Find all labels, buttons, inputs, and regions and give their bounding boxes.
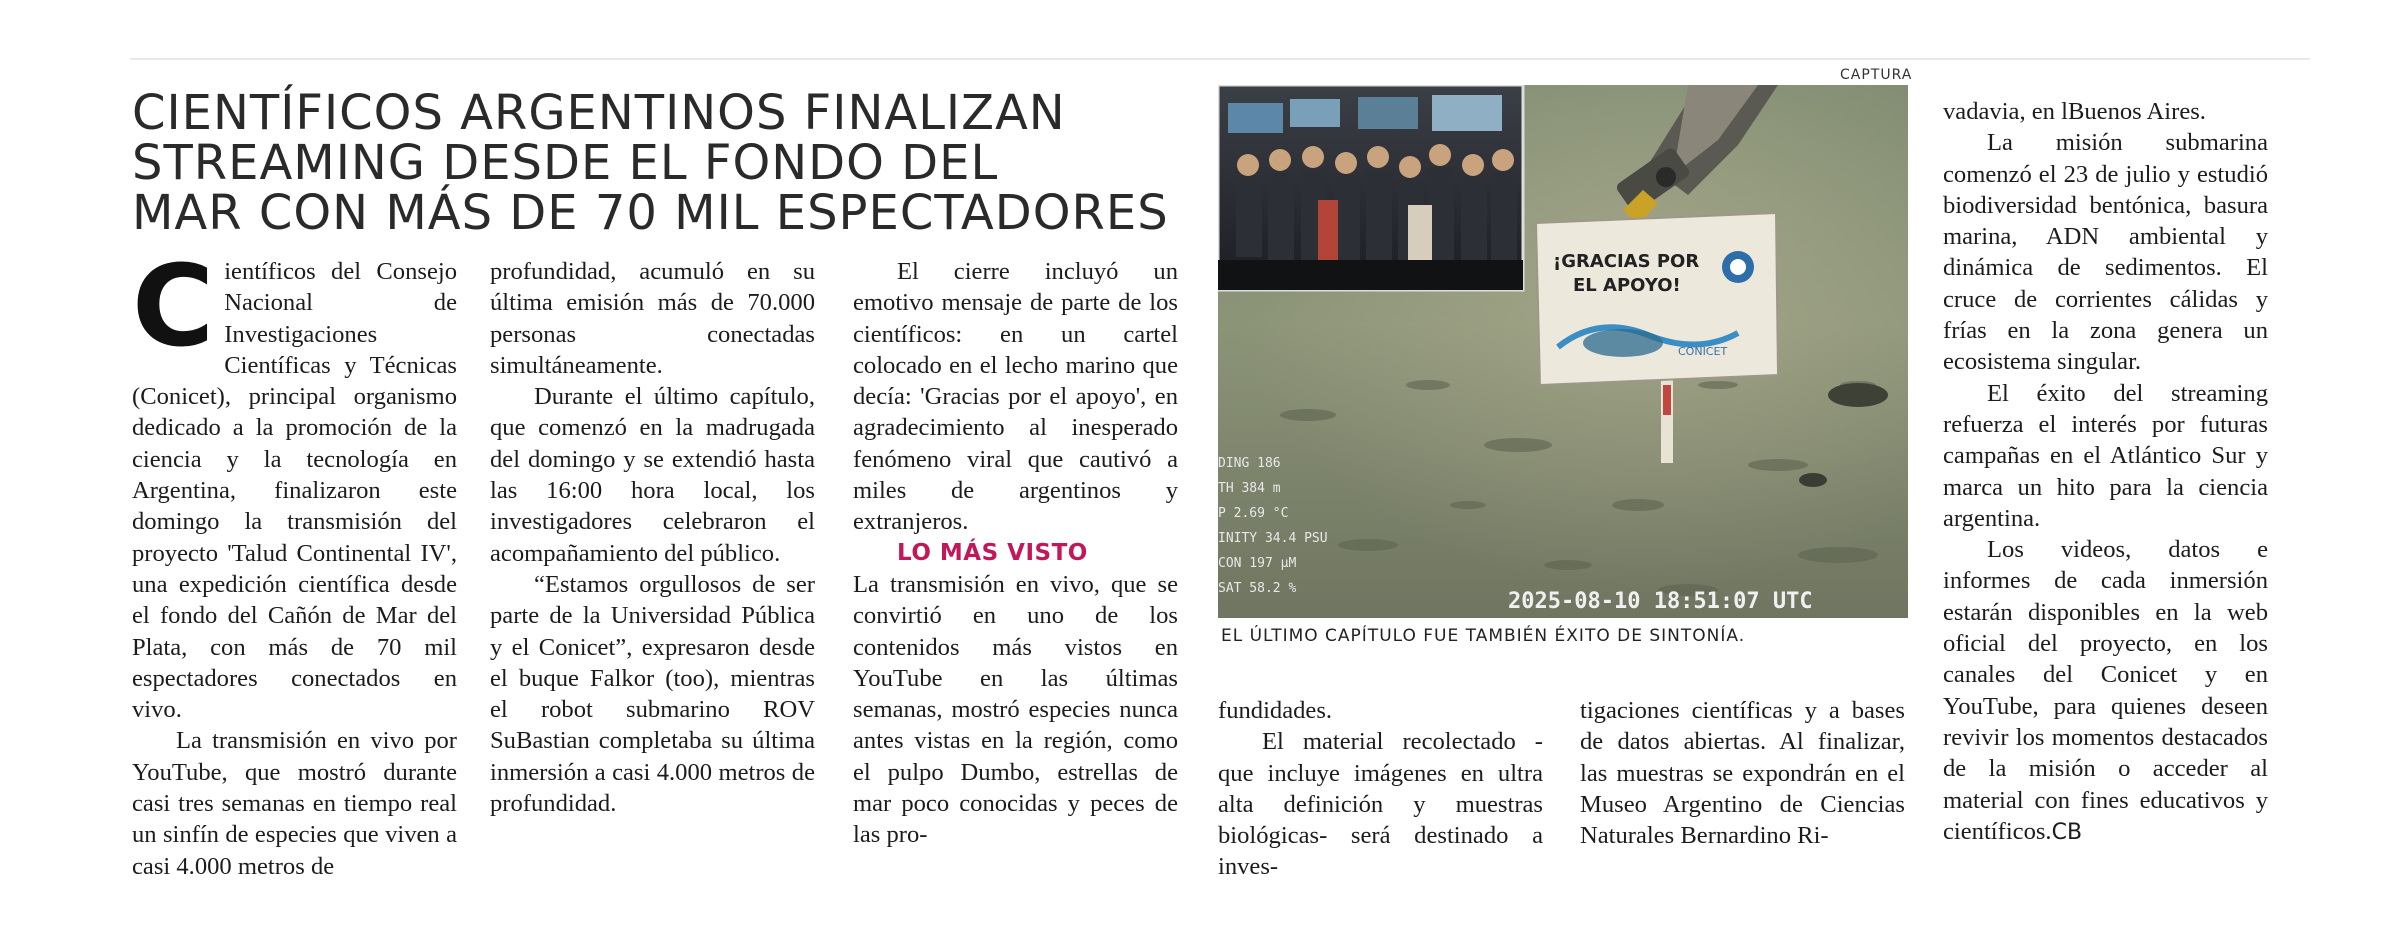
subheading: LO MÁS VISTO xyxy=(897,539,1088,566)
drop-cap: C xyxy=(132,242,215,372)
headline-line-2: STREAMING DESDE EL FONDO DEL xyxy=(132,135,999,191)
photo-credit: CAPTURA xyxy=(1840,67,1913,83)
headline-line-3: MAR CON MÁS DE 70 MIL ESPECTADORES xyxy=(132,185,1169,241)
telemetry-line: TH 384 m xyxy=(1218,481,1281,496)
seafloor-photo xyxy=(1218,85,1908,618)
paragraph xyxy=(132,242,457,725)
paragraph: La misión submarina comenzó el 23 de julio y estudió biodiversidad bentónica, basura marina, ADN ambiental y dinámica de sedimentos. El cruce de corrientes cálidas y frías en la zona genera un ecosistema singular. xyxy=(1943,129,2268,376)
article-column-5 xyxy=(1580,695,1905,851)
paragraph: La transmisión en vivo, que se convirtió en uno de los contenidos más vistos en YouTube en las últimas semanas, mostró especies nunca antes vistas en la región, como el pulpo Dumbo, estrellas de mar poco conocidas y peces de las pro- xyxy=(853,570,1178,849)
sign-logo-text: CONICET xyxy=(1678,345,1728,358)
paragraph: “Estamos orgullosos de ser parte de la Universidad Pública y el Conicet”, expresaron desde el buque Falkor (too), mientras el robot submarino ROV SuBastian completaba su última inmersión a casi 4.000 metros de profundidad. xyxy=(490,570,815,818)
article-column-3 xyxy=(853,256,1178,851)
article-column-2 xyxy=(490,256,815,819)
article-column-6 xyxy=(1943,96,2268,848)
paragraph: La transmisión en vivo por YouTube, que mostró durante casi tres semanas en tiempo real un sinfín de especies que viven a casi 4.000 metros de xyxy=(132,727,457,880)
article-column-4 xyxy=(1218,695,1543,883)
end-mark-icon: CB xyxy=(2051,819,2083,845)
paragraph-text: Los videos, datos e informes de cada inmersión estarán disponibles en la web oficial del proyecto, en los canales del Conicet y en YouTube, para quienes deseen revivir los momentos destacados de la misión o acceder al material con fines educativos y científicos. xyxy=(1943,536,2268,845)
researchers-inset xyxy=(1218,85,1523,290)
paragraph: El material recolectado - que incluye imágenes en ultra alta definición y muestras biológicas- será destinado a inves- xyxy=(1218,728,1543,881)
telemetry-line: INITY 34.4 PSU xyxy=(1218,531,1328,546)
headline-line-1: CIENTÍFICOS ARGENTINOS FINALIZAN xyxy=(132,85,1066,141)
sign-text-2: EL APOYO! xyxy=(1573,275,1681,296)
paragraph: fundidades. xyxy=(1218,697,1333,724)
paragraph xyxy=(1943,534,2268,848)
telemetry-line: SAT 58.2 % xyxy=(1218,581,1297,596)
photo-caption: EL ÚLTIMO CAPÍTULO FUE TAMBIÉN ÉXITO DE SINTONÍA. xyxy=(1221,626,1746,646)
article-column-1 xyxy=(132,242,457,882)
telemetry-line: P 2.69 °C xyxy=(1218,506,1289,521)
video-timestamp: 2025-08-10 18:51:07 UTC xyxy=(1508,589,1813,614)
telemetry-line: DING 186 xyxy=(1218,456,1281,471)
gracias-sign xyxy=(1536,213,1778,385)
headline xyxy=(132,85,1182,241)
paragraph: tigaciones científicas y a bases de datos abiertas. Al finalizar, las muestras se expondrán en el Museo Argentino de Ciencias Naturales Bernardino Ri- xyxy=(1580,697,1905,850)
sign-text-1: ¡GRACIAS POR xyxy=(1553,251,1700,272)
top-rule xyxy=(130,58,2310,60)
telemetry-line: CON 197 µM xyxy=(1218,556,1297,571)
paragraph: El éxito del streaming refuerza el interés por futuras campañas en el Atlántico Sur y marca un hito para la ciencia argentina. xyxy=(1943,379,2268,532)
paragraph: El cierre incluyó un emotivo mensaje de parte de los científicos: en un cartel colocado en el lecho marino que decía: 'Gracias por el apoyo', en agradecimiento al inesperado fenómeno viral que cautivó a miles de argentinos y extranjeros. xyxy=(853,258,1178,536)
paragraph-text: ientíficos del Consejo Nacional de Investigaciones Científicas y Técnicas (Conicet), principal organismo dedicado a la promoción de la ciencia y la tecnología en Argentina, finalizaron este domingo la transmisión del proyecto 'Talud Continental IV', una expedición científica desde el fondo del Cañón de Mar del Plata, con más de 70 mil espectadores conectados en vivo. xyxy=(132,258,457,724)
paragraph: Durante el último capítulo, que comenzó en la madrugada del domingo y se extendió hasta las 16:00 hora local, los investigadores celebraron el acompañamiento del público. xyxy=(490,383,815,567)
paragraph: profundidad, acumuló en su última emisión más de 70.000 personas conectadas simultáneamente. xyxy=(490,258,815,379)
paragraph: vadavia, en lBuenos Aires. xyxy=(1943,98,2206,125)
